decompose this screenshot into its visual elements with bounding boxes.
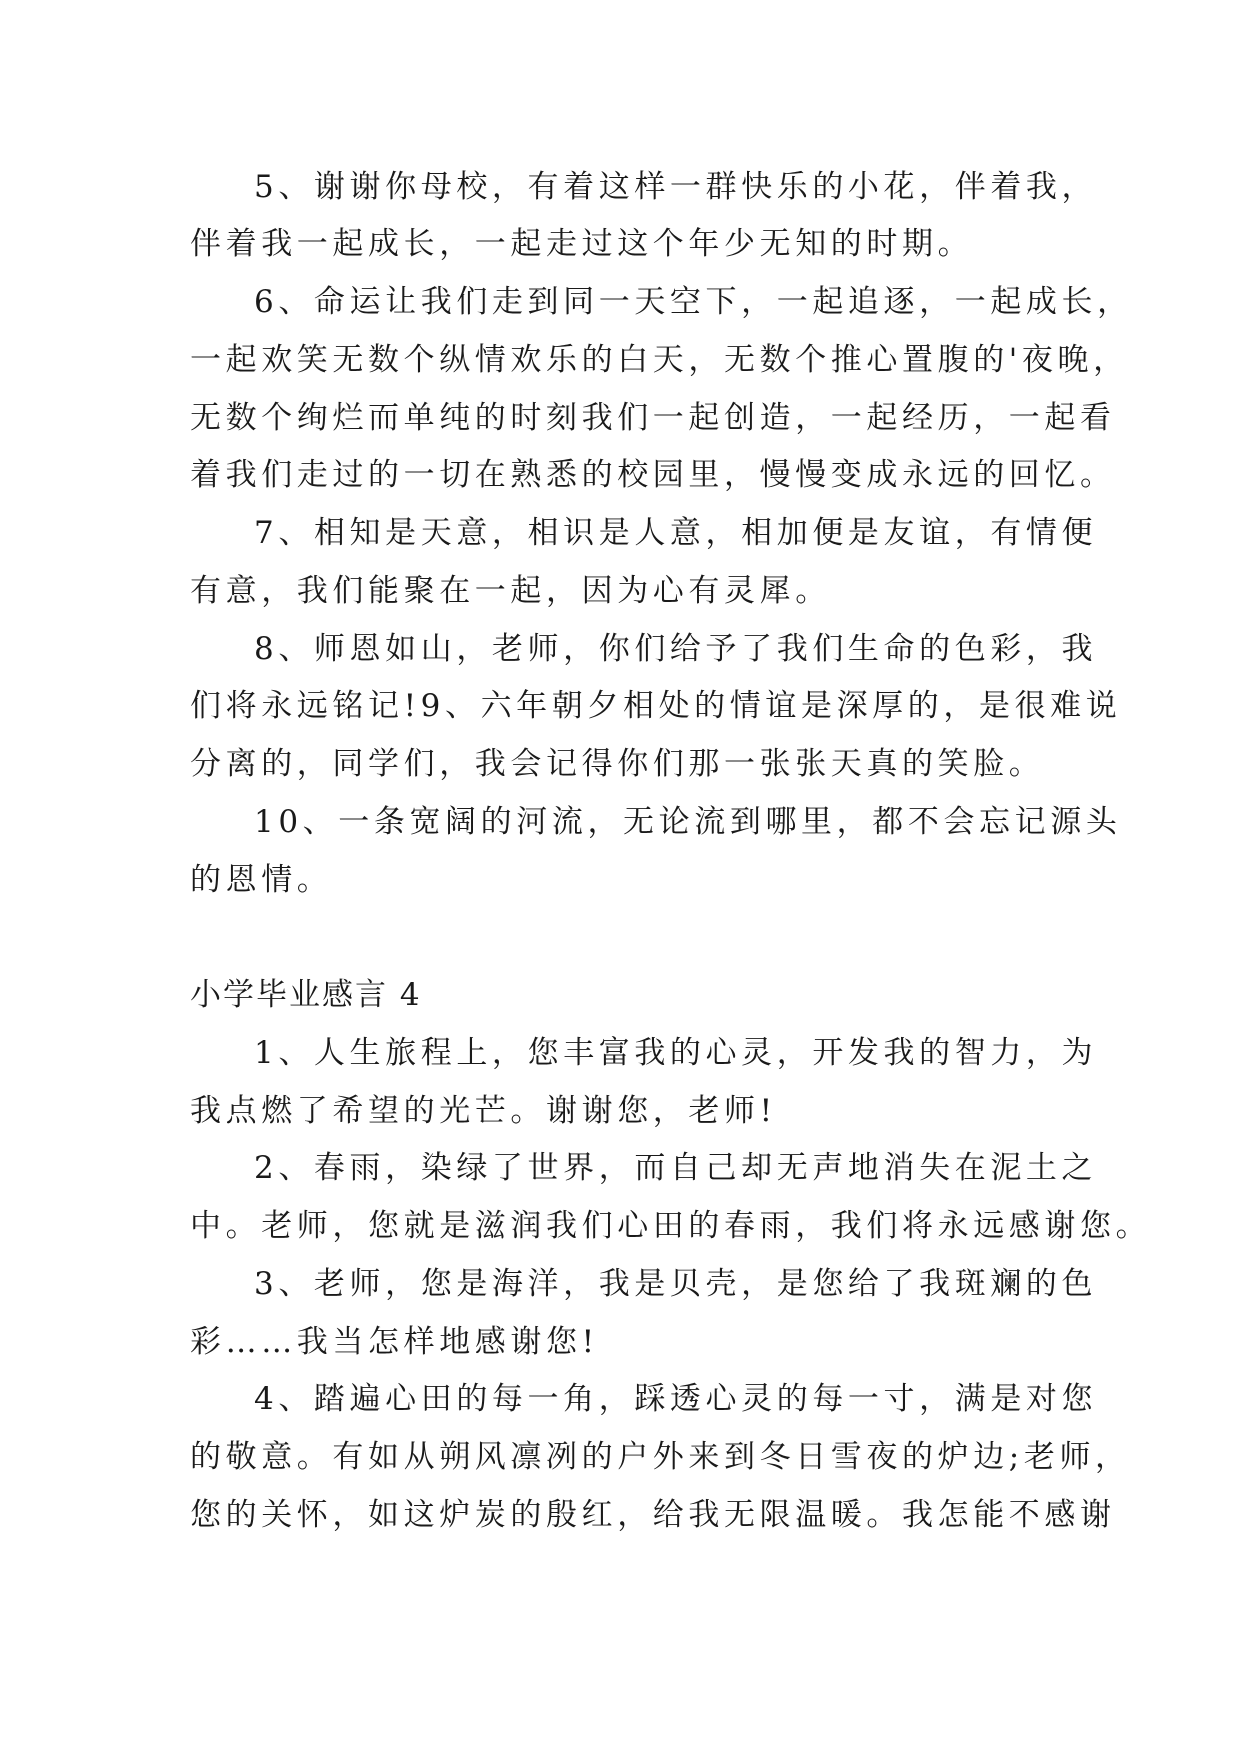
paragraph-6-line-4: 着我们走过的一切在熟悉的校园里，慢慢变成永远的回忆。 <box>190 457 1116 493</box>
section4-paragraph-4-line-3: 您的关怀，如这炉炭的殷红，给我无限温暖。我怎能不感谢 <box>190 1497 1116 1533</box>
section4-paragraph-1-line-1: 1、人生旅程上，您丰富我的心灵，开发我的智力，为 <box>254 1035 1098 1071</box>
paragraph-6-line-3: 无数个绚烂而单纯的时刻我们一起创造，一起经历，一起看 <box>190 400 1116 436</box>
section4-paragraph-2-line-1: 2、春雨，染绿了世界，而自己却无声地消失在泥土之 <box>254 1150 1098 1186</box>
section4-paragraph-1-line-2: 我点燃了希望的光芒。谢谢您，老师! <box>190 1093 777 1129</box>
paragraph-10-line-1: 10、一条宽阔的河流，无论流到哪里，都不会忘记源头 <box>254 804 1122 840</box>
paragraph-5-line-2: 伴着我一起成长，一起走过这个年少无知的时期。 <box>190 226 974 262</box>
paragraph-5-line-1: 5、谢谢你母校，有着这样一群快乐的小花，伴着我， <box>254 169 1098 205</box>
section-heading: 小学毕业感言 4 <box>190 977 422 1013</box>
paragraph-8-line-1: 8、师恩如山，老师，你们给予了我们生命的色彩，我 <box>254 631 1098 667</box>
section4-paragraph-3-line-2: 彩……我当怎样地感谢您! <box>190 1324 599 1360</box>
paragraph-8-line-2: 们将永远铭记!9、六年朝夕相处的情谊是深厚的，是很难说 <box>190 688 1122 724</box>
section4-paragraph-2-line-2: 中。老师，您就是滋润我们心田的春雨，我们将永远感谢您。 <box>190 1208 1152 1244</box>
paragraph-6-line-1: 6、命运让我们走到同一天空下，一起追逐，一起成长， <box>254 284 1133 320</box>
paragraph-6-line-2: 一起欢笑无数个纵情欢乐的白天，无数个推心置腹的'夜晚， <box>190 342 1129 378</box>
paragraph-7-line-1: 7、相知是天意，相识是人意，相加便是友谊，有情便 <box>254 515 1098 551</box>
paragraph-10-line-2: 的恩情。 <box>190 862 333 898</box>
section4-paragraph-4-line-2: 的敬意。有如从朔风凛冽的户外来到冬日雪夜的炉边;老师， <box>190 1439 1131 1475</box>
paragraph-8-line-3: 分离的，同学们，我会记得你们那一张张天真的笑脸。 <box>190 746 1045 782</box>
section4-paragraph-4-line-1: 4、踏遍心田的每一角，踩透心灵的每一寸，满是对您 <box>254 1381 1098 1417</box>
section4-paragraph-3-line-1: 3、老师，您是海洋，我是贝壳，是您给了我斑斓的色 <box>254 1266 1098 1302</box>
paragraph-7-line-2: 有意，我们能聚在一起，因为心有灵犀。 <box>190 573 831 609</box>
